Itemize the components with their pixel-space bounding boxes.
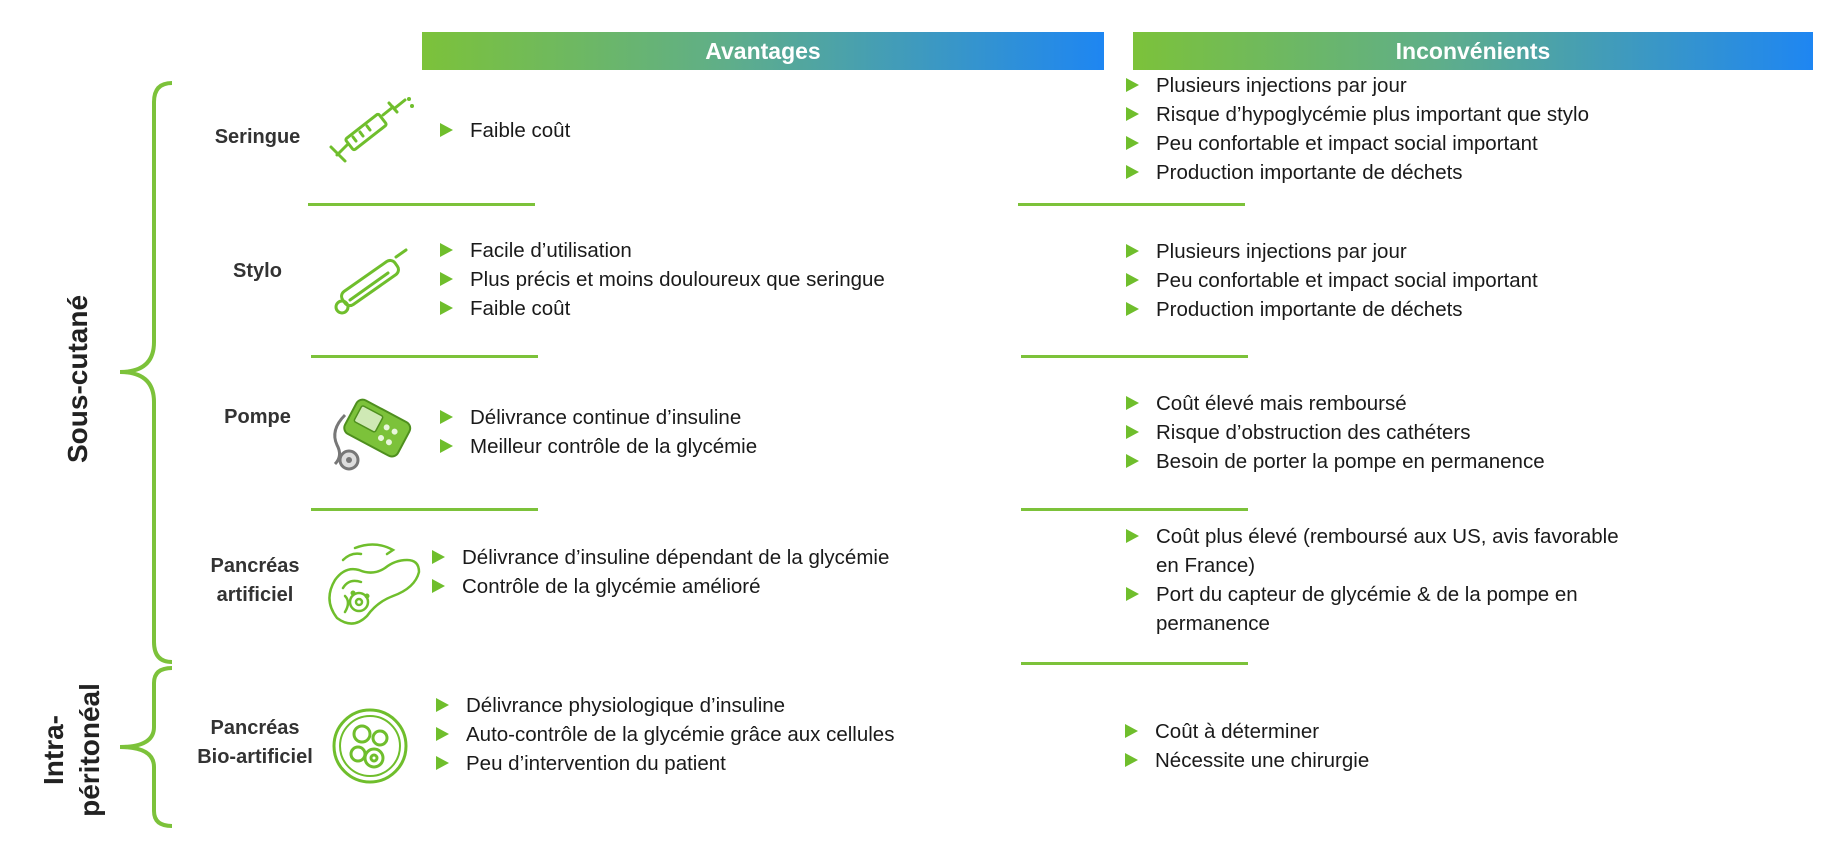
list-item-text: Plusieurs injections par jour	[1156, 240, 1407, 263]
list-item	[438, 294, 885, 323]
list-item	[1124, 295, 1538, 324]
list-item-text: Faible coût	[470, 119, 571, 142]
group-label-sous-cutane: Sous-cutané	[62, 294, 93, 464]
group-label-intra-peritoneal	[36, 650, 108, 850]
bullet-triangle-icon	[1126, 273, 1139, 287]
bullet-triangle-icon	[1126, 244, 1139, 258]
bullet-triangle-icon	[436, 727, 449, 741]
bullet-triangle-icon	[436, 698, 449, 712]
list-item-text: Production importante de déchets	[1156, 161, 1463, 184]
list-item	[434, 691, 894, 720]
bullet-triangle-icon	[1125, 724, 1138, 738]
list-item-text: Production importante de déchets	[1156, 298, 1463, 321]
list-item	[1124, 266, 1538, 295]
bio-artificial-pancreas-icon	[330, 706, 410, 786]
list-item-text: Faible coût	[470, 297, 571, 320]
row-label-pompe: Pompe	[224, 406, 291, 428]
header-avantages-label: Avantages	[705, 37, 821, 64]
list-item	[430, 572, 889, 601]
list-item-text: Plus précis et moins douloureux que seringue	[470, 268, 885, 291]
list-item-text: Coût élevé mais remboursé	[1156, 392, 1407, 415]
list-item	[438, 116, 570, 145]
inconvenients-list-pompe	[1124, 389, 1545, 476]
row-label-seringue: Seringue	[214, 126, 301, 148]
row-label-pancreas-bio-artificiel: Pancréas Bio-artificiel	[197, 717, 313, 768]
separator-right-2	[1021, 355, 1248, 358]
list-item	[430, 543, 889, 572]
list-item-text: Auto-contrôle de la glycémie grâce aux cellules	[466, 723, 895, 746]
bullet-triangle-icon	[440, 410, 453, 424]
separator-left-1	[308, 203, 535, 206]
bullet-triangle-icon	[440, 439, 453, 453]
avantages-list-pancreas-artificiel	[430, 543, 889, 601]
brace-sous-cutane	[110, 80, 180, 665]
list-item	[1124, 418, 1545, 447]
bullet-triangle-icon	[1126, 136, 1139, 150]
bullet-triangle-icon	[1126, 425, 1139, 439]
list-item	[1124, 522, 1619, 580]
header-avantages	[422, 32, 1104, 70]
list-item	[434, 749, 894, 778]
list-item	[438, 432, 757, 461]
list-item-text: Risque d’obstruction des cathéters	[1156, 421, 1471, 444]
bullet-triangle-icon	[1126, 107, 1139, 121]
list-item	[1124, 129, 1589, 158]
list-item	[1124, 580, 1619, 638]
insulin-pump-icon	[325, 390, 415, 475]
syringe-icon	[325, 95, 415, 170]
list-item	[1124, 389, 1545, 418]
list-item-text: Délivrance physiologique d’insuline	[466, 694, 786, 717]
inconvenients-list-seringue	[1124, 71, 1589, 187]
list-item	[434, 720, 894, 749]
list-item-text: Délivrance d’insuline dépendant de la glycémie	[462, 546, 890, 569]
list-item-text: Nécessite une chirurgie	[1155, 749, 1370, 772]
bullet-triangle-icon	[436, 756, 449, 770]
list-item-text: Plusieurs injections par jour	[1156, 74, 1407, 97]
list-item	[438, 403, 757, 432]
list-item	[1124, 71, 1589, 100]
insulin-pen-icon	[330, 245, 415, 320]
list-item-text: Délivrance continue d’insuline	[470, 406, 742, 429]
separator-right-4	[1021, 662, 1248, 665]
inconvenients-list-stylo	[1124, 237, 1538, 324]
bullet-triangle-icon	[1126, 165, 1139, 179]
bullet-triangle-icon	[1126, 302, 1139, 316]
list-item-text: Facile d’utilisation	[470, 239, 632, 262]
list-item	[1123, 746, 1369, 775]
list-item	[1123, 717, 1369, 746]
bullet-triangle-icon	[432, 579, 445, 593]
bullet-triangle-icon	[440, 243, 453, 257]
separator-left-2	[311, 355, 538, 358]
list-item-text: Coût plus élevé (remboursé aux US, avis favorable en France)	[1156, 525, 1619, 577]
bullet-triangle-icon	[440, 272, 453, 286]
bullet-triangle-icon	[432, 550, 445, 564]
list-item	[1124, 447, 1545, 476]
separator-right-3	[1021, 508, 1248, 511]
avantages-list-seringue	[438, 116, 570, 145]
list-item	[1124, 158, 1589, 187]
artificial-pancreas-icon	[315, 540, 425, 630]
group-label-intra-line: Intra- péritonéal	[38, 683, 105, 817]
list-item	[1124, 100, 1589, 129]
list-item	[1124, 237, 1538, 266]
brace-intra-peritoneal	[110, 665, 180, 830]
bullet-triangle-icon	[440, 301, 453, 315]
bullet-triangle-icon	[1126, 454, 1139, 468]
bullet-triangle-icon	[1126, 529, 1139, 543]
bullet-triangle-icon	[1126, 396, 1139, 410]
list-item-text: Meilleur contrôle de la glycémie	[470, 435, 758, 458]
bullet-triangle-icon	[1126, 587, 1139, 601]
list-item-text: Peu confortable et impact social important	[1156, 132, 1538, 155]
separator-right-1	[1018, 203, 1245, 206]
list-item	[438, 236, 885, 265]
list-item-text: Peu d’intervention du patient	[466, 752, 726, 775]
list-item	[438, 265, 885, 294]
row-label-pancreas-artificiel: Pancréas artificiel	[210, 555, 300, 606]
header-inconvenients	[1133, 32, 1813, 70]
header-inconvenients-label: Inconvénients	[1395, 37, 1551, 64]
bullet-triangle-icon	[1126, 78, 1139, 92]
list-item-text: Peu confortable et impact social important	[1156, 269, 1538, 292]
inconvenients-list-pancreas-artificiel	[1124, 522, 1619, 638]
separator-left-3	[311, 508, 538, 511]
list-item-text: Coût à déterminer	[1155, 720, 1320, 743]
avantages-list-stylo	[438, 236, 885, 323]
list-item-text: Besoin de porter la pompe en permanence	[1156, 450, 1545, 473]
avantages-list-pancreas-bio-artificiel	[434, 691, 894, 778]
bullet-triangle-icon	[1125, 753, 1138, 767]
list-item-text: Contrôle de la glycémie amélioré	[462, 575, 761, 598]
bullet-triangle-icon	[440, 123, 453, 137]
avantages-list-pompe	[438, 403, 757, 461]
row-label-stylo: Stylo	[233, 260, 282, 282]
list-item-text: Port du capteur de glycémie & de la pompe en permanence	[1156, 583, 1578, 635]
list-item-text: Risque d’hypoglycémie plus important que stylo	[1156, 103, 1590, 126]
inconvenients-list-pancreas-bio-artificiel	[1123, 717, 1369, 775]
